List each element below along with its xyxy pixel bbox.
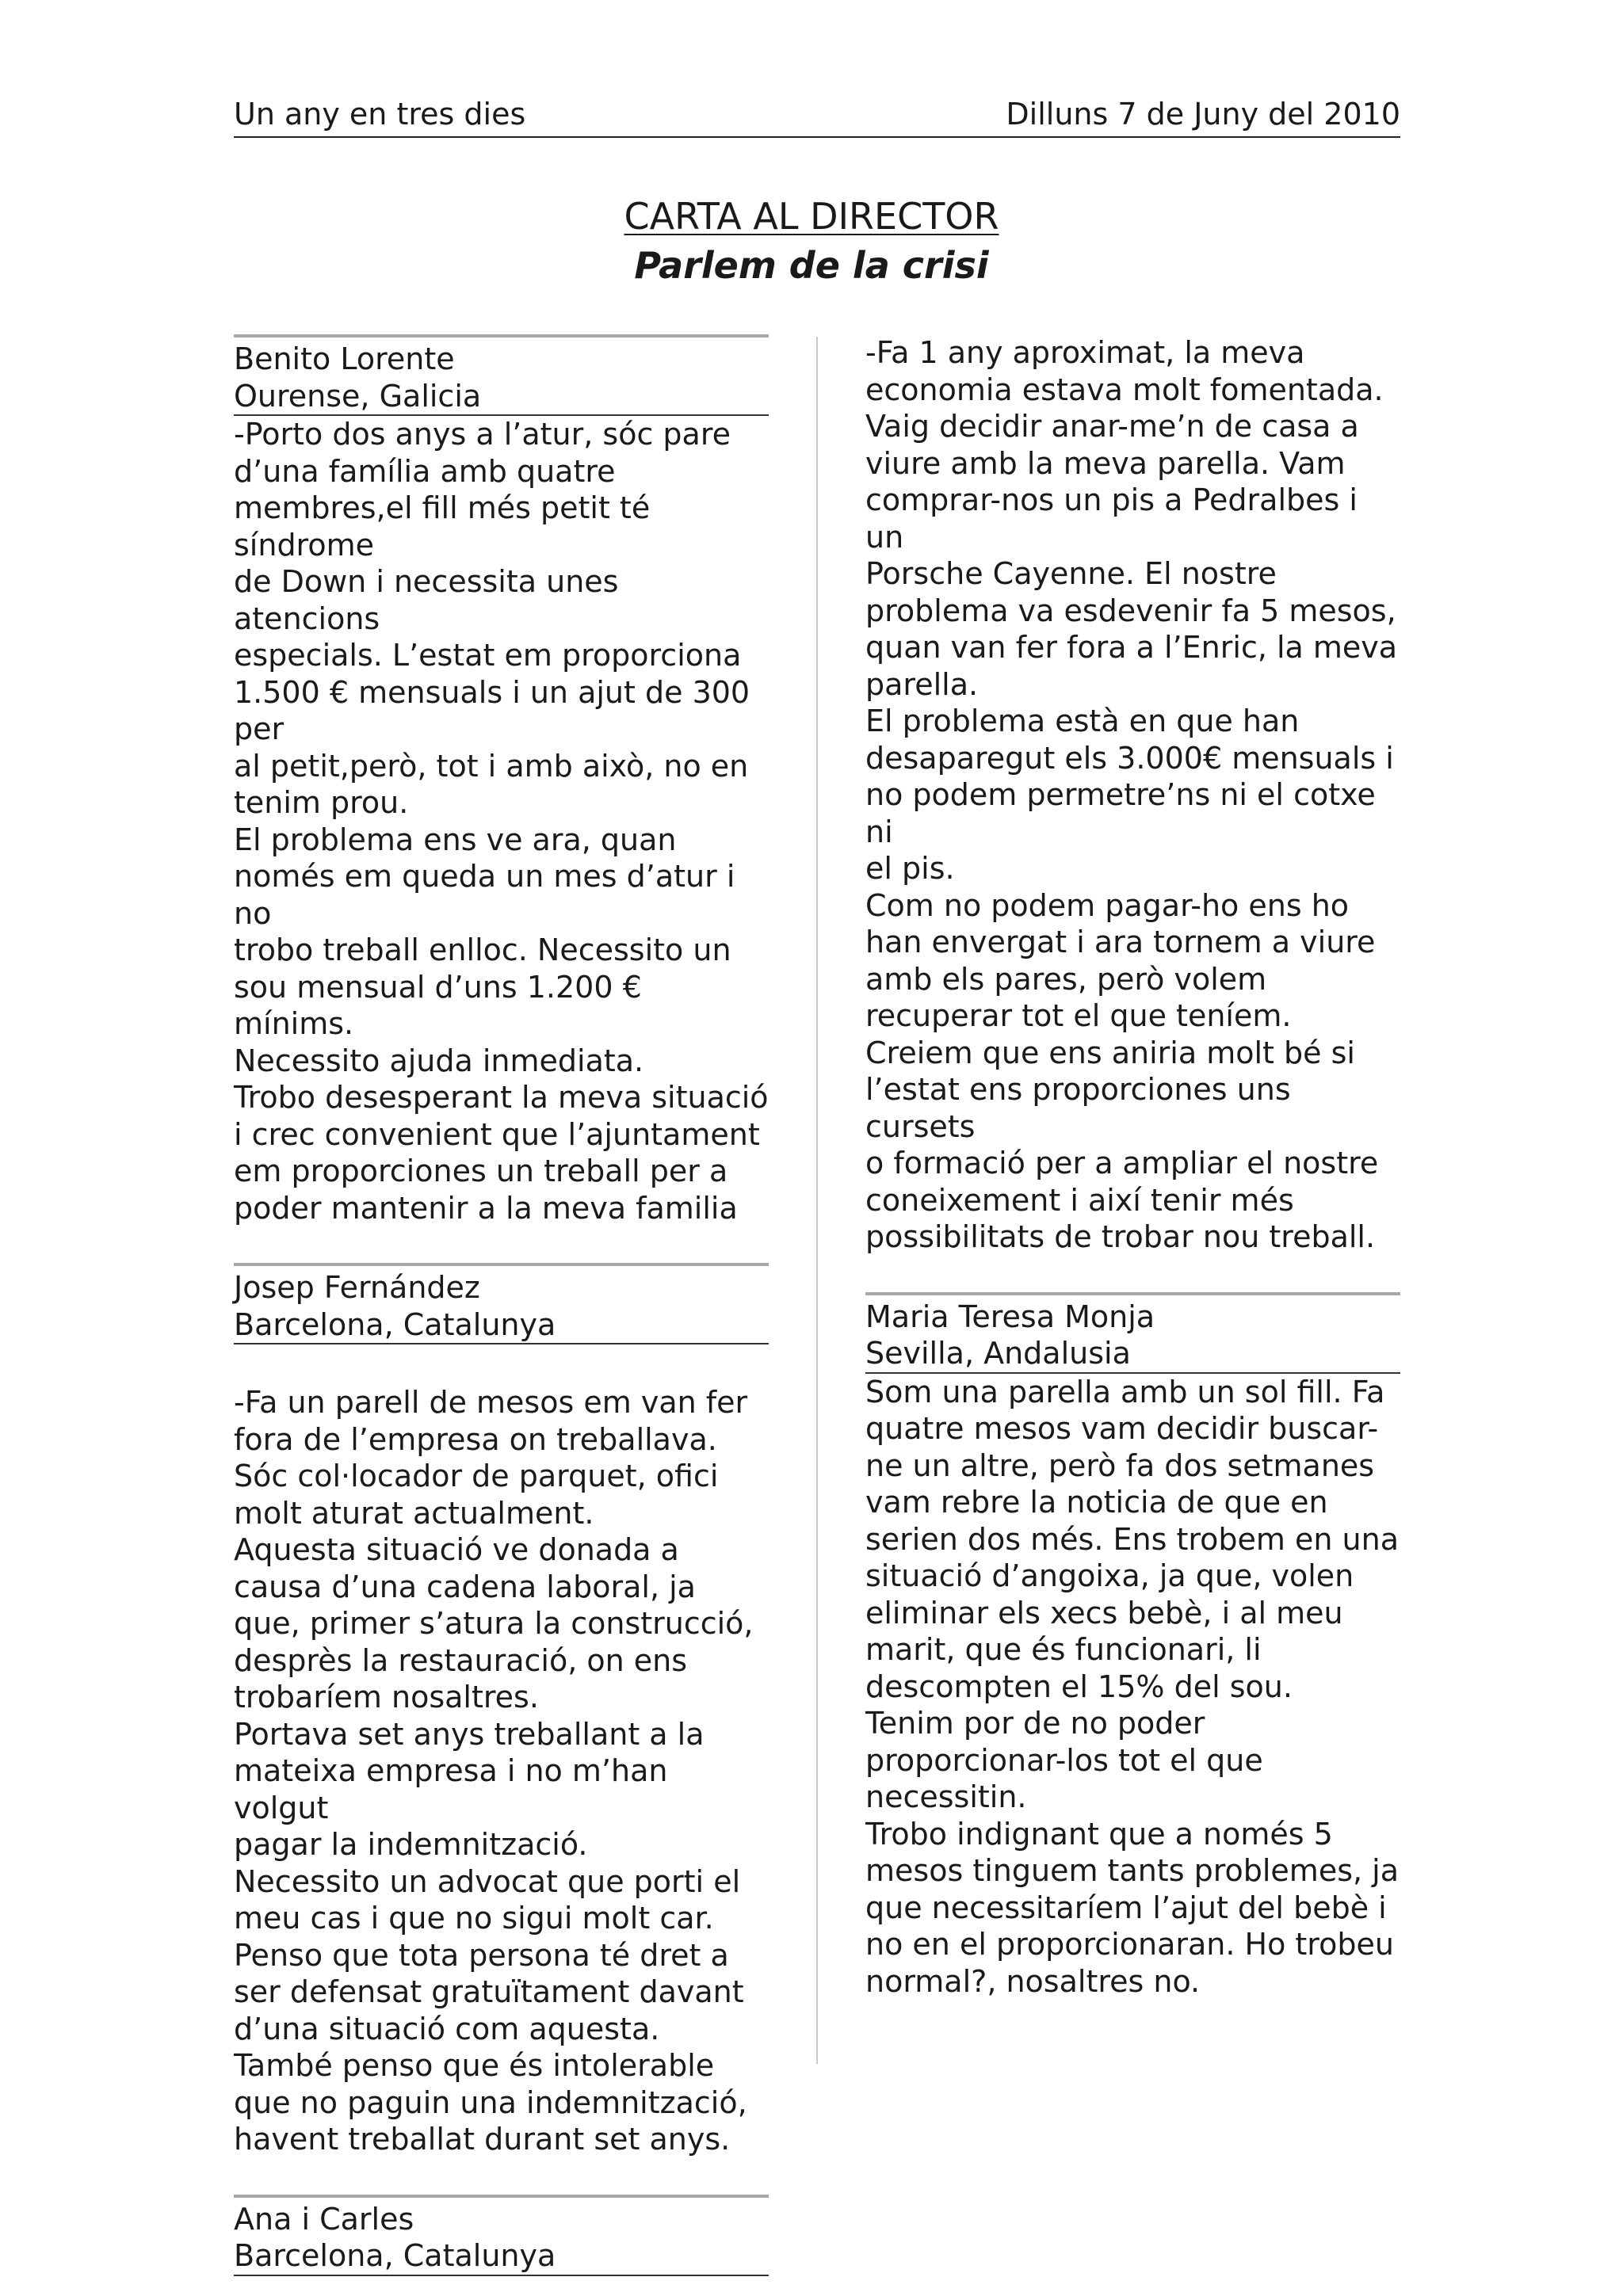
text-line: situació d’angoixa, ja que, volen — [865, 1558, 1354, 1593]
text-line: no en el proporcionaran. Ho trobeu — [865, 1927, 1394, 1962]
text-line: o formació per a ampliar el nostre — [865, 1146, 1379, 1180]
section-title: CARTA AL DIRECTOR — [624, 195, 999, 238]
text-line: serien dos més. Ens trobem en una — [865, 1521, 1399, 1557]
text-line: tenim prou. — [234, 785, 409, 820]
letter-body — [865, 1374, 1400, 2000]
text-line: el pis. — [865, 851, 955, 886]
text-line: poder mantenir a la meva familia — [234, 1190, 738, 1226]
text-line: recuperar tot el que teníem. — [865, 998, 1292, 1033]
text-line: em proporciones un treball per a — [234, 1154, 728, 1188]
right-column — [865, 334, 1400, 2000]
text-line: sou mensual d’uns 1.200 € mínims. — [234, 969, 642, 1041]
text-line: Porsche Cayenne. El nostre — [865, 556, 1277, 591]
text-line: que necessitaríem l’ajut del bebè i — [865, 1890, 1387, 1925]
text-line: 1.500 € mensuals i un ajut de 300 per — [234, 674, 750, 746]
text-line: Com no podem pagar-ho ens ho — [865, 887, 1350, 923]
text-line: d’una situació com aquesta. — [234, 2011, 660, 2046]
text-line: que no paguin una indemnització, — [234, 2084, 747, 2120]
text-line: membres,el fill més petit té síndrome — [234, 490, 651, 563]
text-line: Necessito ajuda inmediata. — [234, 1043, 644, 1078]
text-line: desaparegut els 3.000€ mensuals i — [865, 740, 1394, 776]
text-line: També penso que és intolerable — [234, 2048, 715, 2083]
text-line: l’estat ens proporciones uns cursets — [865, 1072, 1291, 1144]
title-block — [0, 192, 1623, 290]
text-line: que, primer s’atura la construcció, — [234, 1606, 754, 1641]
text-line: -Fa 1 any aproximat, la meva — [865, 335, 1305, 370]
text-line: necessitin. — [865, 1779, 1027, 1814]
text-line: havent treballat durant set anys. — [234, 2122, 731, 2157]
text-line: Necessito un advocat que porti el — [234, 1863, 741, 1899]
text-line: -Porto dos anys a l’atur, sóc pare — [234, 417, 731, 452]
text-line: mesos tinguem tants problemes, ja — [865, 1853, 1399, 1888]
page-header — [234, 93, 1400, 138]
text-line: i crec convenient que l’ajuntament — [234, 1116, 760, 1152]
text-line: trobaríem nosaltres. — [234, 1680, 539, 1714]
text-line: causa d’una cadena laboral, ja — [234, 1569, 696, 1604]
letter-body — [234, 416, 769, 1226]
letter-signature — [234, 334, 769, 416]
text-line: Trobo indignant que a només 5 — [865, 1816, 1333, 1852]
text-line: coneixement i així tenir més — [865, 1182, 1294, 1218]
text-line: viure amb la meva parella. Vam — [865, 445, 1346, 481]
text-line: possibilitats de trobar nou treball. — [865, 1219, 1376, 1254]
text-line: només em queda un mes d’atur i no — [234, 859, 735, 931]
letter-body — [234, 1384, 769, 2158]
text-line: proporcionar-los tot el que — [865, 1742, 1263, 1778]
text-line: Trobo desesperant la meva situació — [234, 1080, 769, 1115]
column-divider — [816, 337, 818, 2064]
text-line: quatre mesos vam decidir buscar- — [865, 1411, 1379, 1446]
text-line: eliminar els xecs bebè, i al meu — [865, 1595, 1343, 1630]
text-line: Portava set anys treballant a la — [234, 1716, 705, 1752]
text-line: han envergat i ara tornem a viure — [865, 925, 1376, 959]
letter-signature — [234, 2195, 769, 2276]
text-line: Penso que tota persona té dret a — [234, 1937, 729, 1973]
text-line: Sóc col·locador de parquet, ofici — [234, 1459, 719, 1493]
author-place: Ourense, Galicia — [234, 378, 482, 414]
text-line: ser defensat gratuïtament davant — [234, 1974, 744, 2009]
text-line: desprès la restauració, on ens — [234, 1642, 688, 1678]
text-line: de Down i necessita unes atencions — [234, 564, 619, 636]
letter-signature — [234, 1263, 769, 1344]
text-line: Som una parella amb un sol fill. Fa — [865, 1374, 1385, 1409]
text-line: pagar la indemnització. — [234, 1827, 588, 1862]
article-subtitle: Parlem de la crisi — [634, 244, 989, 287]
text-line: amb els pares, però volem — [865, 961, 1267, 997]
text-line: al petit,però, tot i amb això, no en — [234, 748, 749, 784]
author-name: Josep Fernández — [234, 1270, 480, 1305]
text-line: economia estava molt fomentada. — [865, 372, 1384, 407]
text-line: Aquesta situació ve donada a — [234, 1532, 679, 1567]
text-line: trobo treball enlloc. Necessito un — [234, 933, 731, 967]
publication-title: Un any en tres dies — [234, 97, 526, 132]
left-column — [234, 334, 769, 2276]
author-name: Maria Teresa Monja — [865, 1299, 1155, 1334]
text-line: parella. — [865, 666, 979, 702]
text-line: fora de l’empresa on treballava. — [234, 1421, 717, 1457]
text-line: El problema ens ve ara, quan — [234, 822, 677, 857]
text-line: especials. L’estat em proporciona — [234, 638, 742, 673]
author-name: Benito Lorente — [234, 341, 455, 376]
publication-date: Dilluns 7 de Juny del 2010 — [1006, 97, 1400, 132]
text-line: molt aturat actualment. — [234, 1495, 594, 1531]
text-line: quan van fer fora a l’Enric, la meva — [865, 630, 1398, 665]
author-place: Barcelona, Catalunya — [234, 2238, 556, 2273]
text-line: d’una família amb quatre — [234, 453, 616, 489]
text-line: -Fa un parell de mesos em van fer — [234, 1385, 748, 1420]
text-line: Creiem que ens aniria molt bé si — [865, 1035, 1355, 1070]
author-name: Ana i Carles — [234, 2201, 414, 2237]
text-line: meu cas i que no sigui molt car. — [234, 1901, 714, 1936]
text-line: Tenim por de no poder — [865, 1706, 1205, 1741]
text-line: no podem permetre’ns ni el cotxe ni — [865, 777, 1376, 849]
text-line: comprar-nos un pis a Pedralbes i un — [865, 482, 1358, 555]
text-line: El problema està en que han — [865, 704, 1300, 738]
text-line: marit, que és funcionari, li — [865, 1632, 1262, 1667]
text-line: ne un altre, però fa dos setmanes — [865, 1447, 1375, 1483]
text-line: mateixa empresa i no m’han volgut — [234, 1753, 668, 1825]
text-line: vam rebre la noticia de que en — [865, 1485, 1328, 1520]
text-line: descompten el 15% del sou. — [865, 1669, 1293, 1704]
letter-signature — [865, 1292, 1400, 1374]
text-line: normal?, nosaltres no. — [865, 1963, 1201, 1999]
author-place: Barcelona, Catalunya — [234, 1306, 556, 1342]
text-line: problema va esdevenir fa 5 mesos, — [865, 593, 1396, 628]
author-place: Sevilla, Andalusia — [865, 1336, 1131, 1371]
letter-body — [865, 334, 1400, 1256]
text-line: Vaig decidir anar-me’n de casa a — [865, 409, 1359, 444]
